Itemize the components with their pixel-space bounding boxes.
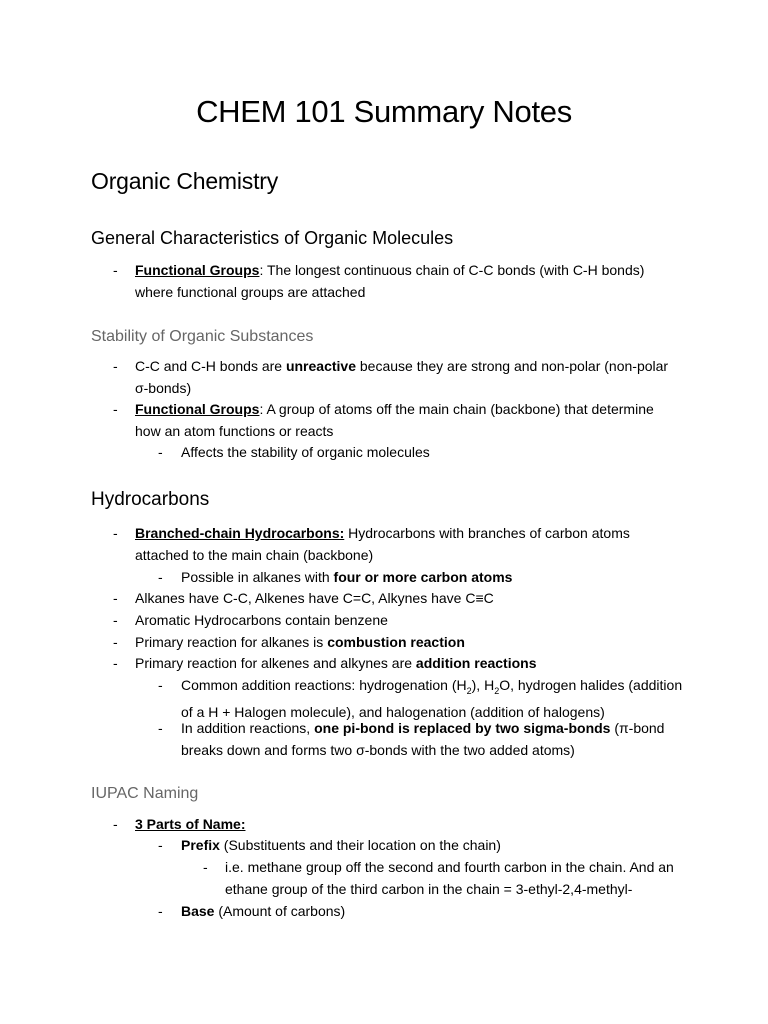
list-item-text: Functional Groups: The longest continuous chain of C-C bonds (with C-H bonds) where functional groups are attached (135, 262, 645, 300)
bullet-dash: - (113, 358, 118, 374)
list-item (158, 442, 683, 464)
bullet-dash: - (113, 525, 118, 541)
heading-iupac-naming: IUPAC Naming (91, 785, 199, 802)
list-item (203, 857, 683, 900)
list-item (113, 814, 683, 836)
bullet-dash: - (158, 677, 163, 693)
list-item (113, 632, 683, 654)
bullet-dash: - (113, 262, 118, 278)
bullet-dash: - (158, 903, 163, 919)
list-item (113, 588, 683, 610)
list-item-text: Primary reaction for alkanes is combustion reaction (135, 634, 465, 650)
list-item-text: Possible in alkanes with four or more carbon atoms (181, 569, 513, 585)
bullet-dash: - (158, 569, 163, 585)
heading-organic-chemistry: Organic Chemistry (91, 168, 279, 194)
list-item-text: In addition reactions, one pi-bond is replaced by two sigma-bonds (π-bond breaks down and forms two σ-bonds with the two added atoms) (181, 720, 665, 758)
bullet-dash: - (113, 655, 118, 671)
list-item (113, 610, 683, 632)
list-item-text: Affects the stability of organic molecules (181, 444, 430, 460)
list-item-text: Prefix (Substituents and their location on the chain) (181, 837, 501, 853)
list-item (113, 399, 683, 442)
list-item-text: Base (Amount of carbons) (181, 903, 346, 919)
list-item-text: C-C and C-H bonds are unreactive because they are strong and non-polar (non-polar σ-bonds) (135, 358, 669, 396)
list-item (158, 835, 683, 857)
bullet-dash: - (113, 816, 118, 832)
list-item (113, 356, 683, 399)
bullet-dash: - (113, 612, 118, 628)
list-item (113, 523, 683, 566)
bullet-dash: - (158, 837, 163, 853)
list-item (113, 260, 683, 303)
bullet-dash: - (113, 401, 118, 417)
bullet-dash: - (158, 444, 163, 460)
list-item (158, 718, 683, 761)
list-item-text: Functional Groups: A group of atoms off the main chain (backbone) that determine how an atom functions or reacts (135, 401, 654, 439)
heading-general-characteristics: General Characteristics of Organic Molecules (91, 228, 454, 248)
bullet-dash: - (113, 590, 118, 606)
heading-hydrocarbons: Hydrocarbons (91, 489, 210, 510)
list-item-text: Primary reaction for alkenes and alkynes are addition reactions (135, 655, 537, 671)
list-item (158, 567, 683, 589)
bullet-dash: - (113, 634, 118, 650)
list-item-text: i.e. methane group off the second and fourth carbon in the chain. And an ethane group of the third carbon in the chain = 3-ethyl-2,4-methyl- (225, 859, 674, 897)
list-item (158, 901, 683, 923)
heading-stability: Stability of Organic Substances (91, 328, 314, 345)
list-item-text: Alkanes have C-C, Alkenes have C=C, Alkynes have C≡C (135, 590, 494, 606)
list-item-text: Aromatic Hydrocarbons contain benzene (135, 612, 388, 628)
list-item (158, 675, 683, 724)
list-item-text: 3 Parts of Name: (135, 816, 246, 832)
list-item-text: Branched-chain Hydrocarbons: Hydrocarbons with branches of carbon atoms attached to the main chain (backbone) (135, 525, 630, 563)
document-title: CHEM 101 Summary Notes (196, 94, 572, 129)
list-item-text: Common addition reactions: hydrogenation $(H_2)$, $H_2O$, hydrogen halides (addition of a H + Halogen molecule), and halogenation (addition of halogens) (181, 677, 683, 721)
list-item (113, 653, 683, 675)
bullet-dash: - (203, 859, 208, 875)
bullet-dash: - (158, 720, 163, 736)
